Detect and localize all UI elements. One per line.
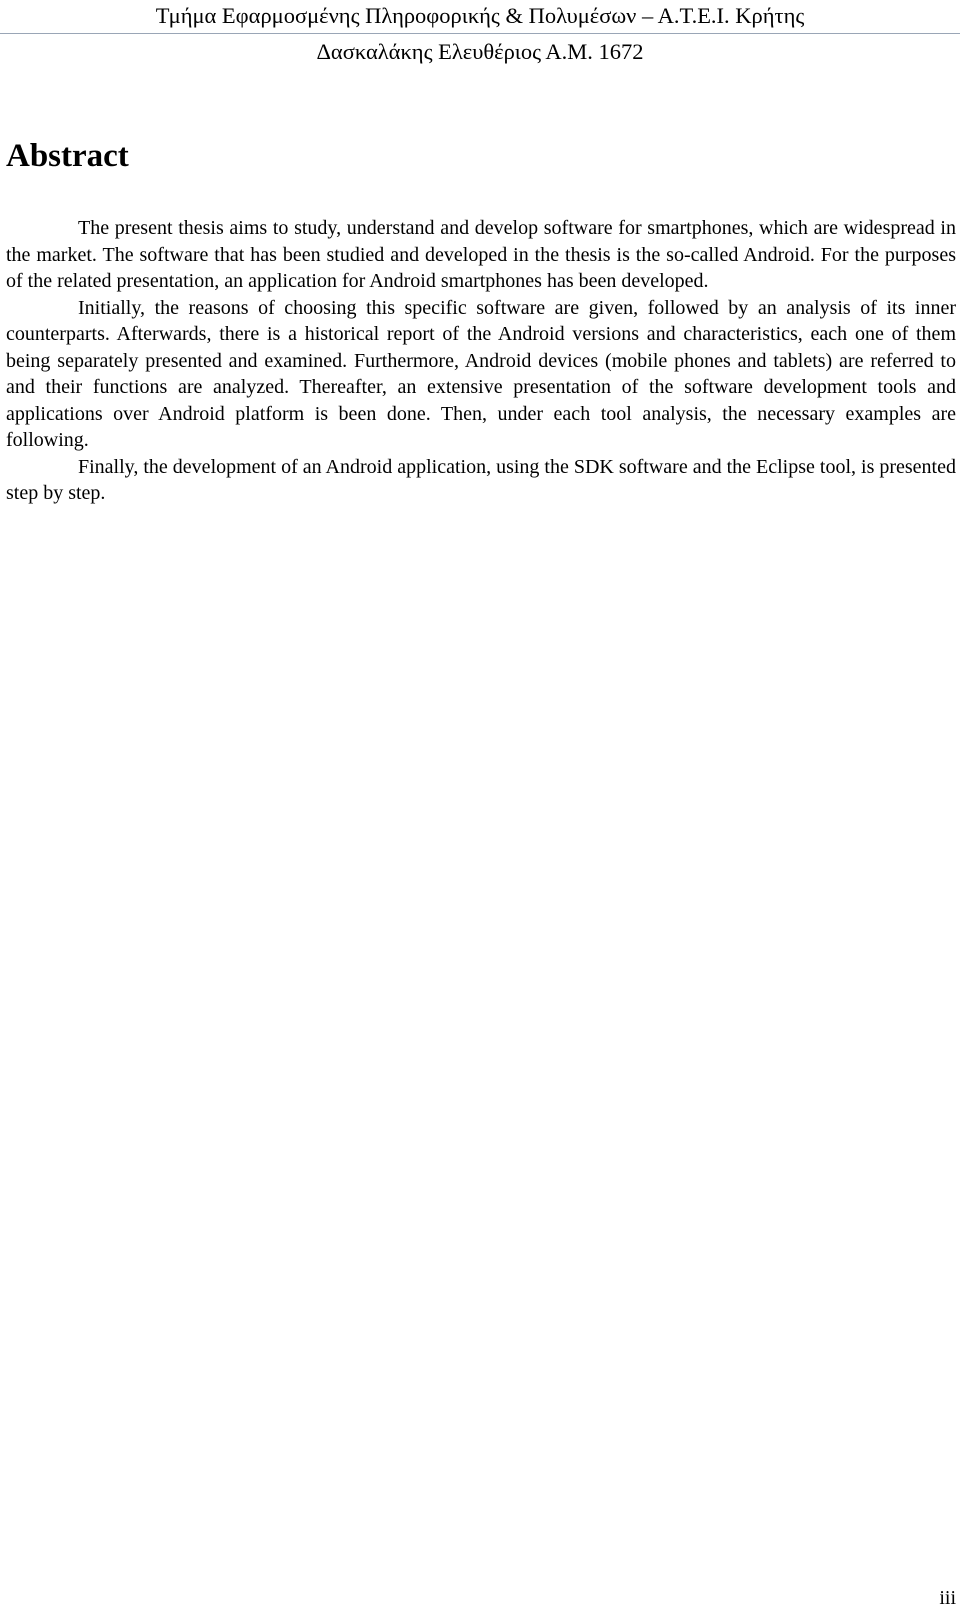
page-header <box>0 0 960 70</box>
abstract-paragraph-2: Initially, the reasons of choosing this specific software are given, followed by an analysis of its inner counterparts. Afterwards, there is a historical report of the Android versions and characteristics, each one of them being separately presented and examined. Furthermore, Android devices (mobile phones and tablets) are referred to and their functions are analyzed. Thereafter, an extensive presentation of the software development tools and applications over Android platform is been done. Then, under each tool analysis, the necessary examples are following. <box>6 296 956 451</box>
header-author: Δασκαλάκης Ελευθέριος Α.Μ. 1672 <box>316 39 644 64</box>
section-title: Abstract <box>6 138 129 174</box>
header-divider <box>0 33 960 34</box>
abstract-paragraph-1: The present thesis aims to study, understand and develop software for smartphones, which are widespread in the market. The software that has been studied and developed in the thesis is the so-called Android. For the purposes of the related presentation, an application for Android smartphones has been developed. <box>6 217 956 292</box>
page-number: iii <box>939 1587 956 1609</box>
abstract-paragraph-3: Finally, the development of an Android application, using the SDK software and the Eclipse tool, is presented step by step. <box>6 455 956 504</box>
header-institution: Τμήμα Εφαρμοσμένης Πληροφορικής & Πολυμέσων – Α.Τ.Ε.Ι. Κρήτης <box>155 3 805 28</box>
abstract-body <box>6 215 956 507</box>
